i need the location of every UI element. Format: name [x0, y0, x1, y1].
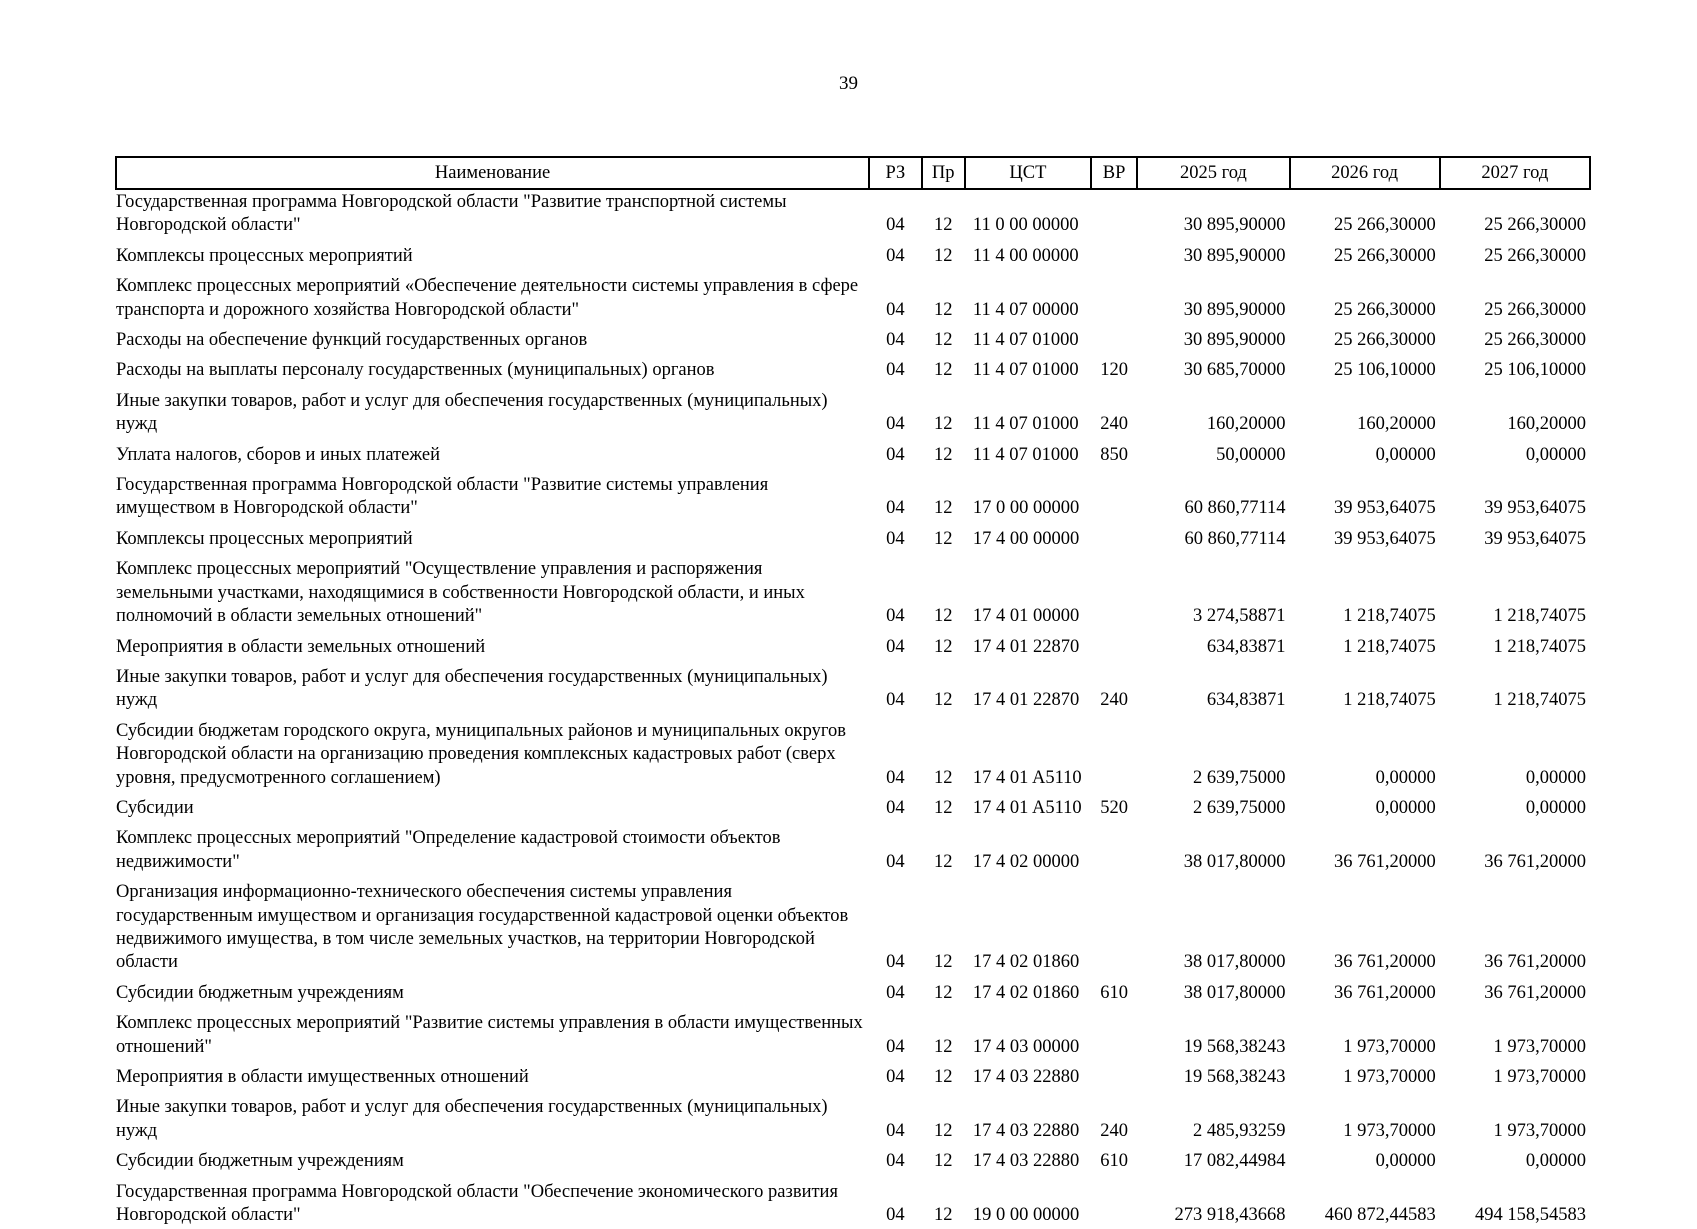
- row-pr-cell: 12: [933, 767, 953, 788]
- row-rz-cell: 04: [886, 851, 905, 872]
- row-2027-cell: 36 761,20000: [1484, 982, 1586, 1003]
- row-pr-cell: 12: [933, 636, 953, 657]
- row-name-cell: Комплекс процессных мероприятий "Развитие системы управления в области имущественных отношений": [116, 1013, 863, 1057]
- row-2027-cell: 0,00000: [1525, 1151, 1586, 1172]
- row-name-cell: Комплекс процессных мероприятий "Определение кадастровой стоимости объектов недвижимости": [116, 828, 781, 872]
- row-cst-cell: 11 4 07 01000: [972, 414, 1079, 435]
- row-2025-cell: 30 895,90000: [1183, 215, 1286, 236]
- row-2026-cell: 1 973,70000: [1343, 1067, 1436, 1087]
- row-rz-cell: 04: [886, 1036, 905, 1057]
- row-2026-cell: 25 106,10000: [1333, 360, 1436, 381]
- row-name-cell: Комплексы процессных мероприятий: [116, 245, 413, 266]
- row-name-cell: Мероприятия в области земельных отношений: [116, 636, 486, 657]
- row-2026-cell: 0,00000: [1375, 797, 1436, 818]
- row-vr-cell: [1091, 715, 1137, 792]
- row-cst-cell: 17 4 02 00000: [972, 851, 1080, 872]
- row-name-cell: Расходы на выплаты персоналу государственных (муниципальных) органов: [116, 360, 715, 381]
- row-name-cell: Государственная программа Новгородской области "Обеспечение экономического развития Новгородской области": [116, 1181, 838, 1226]
- row-rz-cell: 04: [886, 528, 905, 549]
- row-cst-cell: 19 0 00 00000: [972, 1205, 1080, 1226]
- row-2026-cell: 25 266,30000: [1333, 215, 1436, 236]
- table-row: [116, 631, 1590, 661]
- row-2026-cell: 36 761,20000: [1333, 952, 1436, 973]
- table-row: [116, 1061, 1590, 1091]
- row-cst-cell: 17 4 03 22880: [972, 1151, 1080, 1172]
- row-cst-cell: 11 4 07 00000: [972, 299, 1079, 320]
- row-cst-cell: 17 4 01 A5110: [972, 767, 1082, 788]
- row-name-cell: Субсидии: [116, 797, 194, 818]
- table-row: [116, 977, 1590, 1007]
- row-pr-cell: 12: [933, 498, 953, 519]
- row-2027-cell: 39 953,64075: [1484, 498, 1586, 519]
- row-pr-cell: 12: [933, 528, 953, 549]
- row-2026-cell: 39 953,64075: [1333, 498, 1436, 519]
- row-2027-cell: 0,00000: [1525, 767, 1586, 788]
- row-vr-cell: [1091, 876, 1137, 977]
- row-cst-cell: 17 4 02 01860: [972, 982, 1080, 1003]
- row-2025-cell: 3 274,58871: [1193, 606, 1286, 627]
- row-pr-cell: 12: [933, 606, 953, 627]
- row-2025-cell: 60 860,77114: [1184, 498, 1286, 519]
- row-rz-cell: 04: [886, 245, 905, 266]
- row-name-cell: Расходы на обеспечение функций государственных органов: [116, 330, 588, 351]
- table-row: [116, 1091, 1590, 1145]
- table-row: [116, 240, 1590, 270]
- table-row: [116, 792, 1590, 822]
- row-2027-cell: 160,20000: [1507, 414, 1586, 435]
- table-row: [116, 385, 1590, 439]
- row-2027-cell: 0,00000: [1525, 444, 1586, 465]
- row-name-cell: Субсидии бюджетным учреждениям: [116, 982, 404, 1003]
- row-2026-cell: 460 872,44583: [1324, 1205, 1436, 1226]
- row-2025-cell: 634,83871: [1206, 636, 1286, 657]
- row-cst-cell: 17 4 03 22880: [972, 1120, 1080, 1141]
- table-row: [116, 553, 1590, 630]
- row-2027-cell: 25 266,30000: [1484, 245, 1586, 266]
- table-row: [116, 876, 1590, 977]
- row-2025-cell: 273 918,43668: [1174, 1205, 1286, 1226]
- row-2025-cell: 30 895,90000: [1183, 330, 1286, 351]
- row-2025-cell: 160,20000: [1206, 414, 1286, 435]
- row-2026-cell: 160,20000: [1357, 414, 1436, 435]
- row-name-cell: Комплекс процессных мероприятий "Осуществление управления и распоряжения земельными участками, находящимися в собственности Новгородской области, и иных полномочий в области земельных отношений": [116, 559, 805, 627]
- row-2025-cell: 2 639,75000: [1193, 797, 1286, 818]
- row-2026-cell: 25 266,30000: [1333, 330, 1436, 351]
- row-rz-cell: 04: [886, 1067, 905, 1087]
- row-name-cell: Иные закупки товаров, работ и услуг для обеспечения государственных (муниципальных) нужд: [116, 390, 828, 435]
- row-2026-cell: 1 218,74075: [1343, 690, 1436, 711]
- row-rz-cell: 04: [886, 1120, 905, 1141]
- row-name-cell: Мероприятия в области имущественных отношений: [116, 1067, 529, 1087]
- row-vr-cell: [1091, 270, 1137, 324]
- row-vr-cell: [1091, 1007, 1137, 1061]
- row-2025-cell: 17 082,44984: [1183, 1151, 1286, 1172]
- row-rz-cell: 04: [886, 498, 905, 519]
- row-cst-cell: 11 4 00 00000: [972, 245, 1079, 266]
- row-pr-cell: 12: [933, 330, 953, 351]
- row-2026-cell: 25 266,30000: [1333, 299, 1436, 320]
- row-pr-cell: 12: [933, 215, 953, 236]
- row-2025-cell: 60 860,77114: [1184, 528, 1286, 549]
- row-2026-cell: 1 218,74075: [1343, 606, 1436, 627]
- row-rz-cell: 04: [886, 606, 905, 627]
- row-cst-cell: 17 4 02 01860: [972, 952, 1080, 973]
- table-row: [116, 1007, 1590, 1061]
- row-pr-cell: 12: [933, 1205, 953, 1226]
- table-row: [116, 189, 1590, 240]
- row-2027-cell: 1 218,74075: [1493, 690, 1586, 711]
- row-2025-cell: 19 568,38243: [1183, 1067, 1286, 1087]
- row-rz-cell: 04: [886, 767, 905, 788]
- row-2027-cell: 39 953,64075: [1484, 528, 1586, 549]
- row-vr-cell: 240: [1100, 690, 1128, 711]
- row-cst-cell: 17 4 03 00000: [972, 1036, 1080, 1057]
- row-2027-cell: 25 106,10000: [1484, 360, 1586, 381]
- row-vr-cell: [1091, 1176, 1137, 1229]
- row-pr-cell: 12: [933, 299, 953, 320]
- table-row: [116, 354, 1590, 384]
- row-2025-cell: 2 639,75000: [1193, 767, 1286, 788]
- row-rz-cell: 04: [886, 636, 905, 657]
- row-2026-cell: 0,00000: [1375, 444, 1436, 465]
- table-row: [116, 1176, 1590, 1229]
- row-cst-cell: 17 4 00 00000: [972, 528, 1080, 549]
- row-2026-cell: 0,00000: [1375, 767, 1436, 788]
- row-2025-cell: 38 017,80000: [1183, 982, 1286, 1003]
- row-vr-cell: 850: [1100, 444, 1128, 465]
- row-2025-cell: 19 568,38243: [1183, 1036, 1286, 1057]
- row-2027-cell: 25 266,30000: [1484, 215, 1586, 236]
- row-vr-cell: [1091, 631, 1137, 661]
- row-2026-cell: 0,00000: [1375, 1151, 1436, 1172]
- row-pr-cell: 12: [933, 1067, 953, 1087]
- row-2027-cell: 36 761,20000: [1484, 952, 1586, 973]
- row-cst-cell: 11 4 07 01000: [972, 360, 1079, 381]
- row-cst-cell: 17 0 00 00000: [972, 498, 1080, 519]
- row-2026-cell: 1 973,70000: [1343, 1120, 1436, 1141]
- row-pr-cell: 12: [933, 1036, 953, 1057]
- row-cst-cell: 17 4 01 22870: [972, 690, 1080, 711]
- row-cst-cell: 11 4 07 01000: [972, 444, 1079, 465]
- row-2027-cell: 1 973,70000: [1493, 1036, 1586, 1057]
- row-rz-cell: 04: [886, 360, 905, 381]
- row-2027-cell: 25 266,30000: [1484, 299, 1586, 320]
- row-rz-cell: 04: [886, 444, 905, 465]
- table-row: [116, 469, 1590, 523]
- row-2025-cell: 30 895,90000: [1183, 299, 1286, 320]
- row-cst-cell: 11 0 00 00000: [972, 215, 1079, 236]
- row-cst-cell: 11 4 07 01000: [972, 330, 1079, 351]
- row-pr-cell: 12: [933, 797, 953, 818]
- row-pr-cell: 12: [933, 851, 953, 872]
- row-2027-cell: 1 218,74075: [1493, 606, 1586, 627]
- table-row: [116, 439, 1590, 469]
- row-name-cell: Государственная программа Новгородской области "Развитие транспортной системы Новгородской области": [116, 192, 787, 236]
- row-rz-cell: 04: [886, 952, 905, 973]
- header-2025: 2025 год: [1137, 157, 1289, 189]
- header-2027: 2027 год: [1440, 157, 1590, 189]
- row-2026-cell: 39 953,64075: [1333, 528, 1436, 549]
- row-cst-cell: 17 4 01 22870: [972, 636, 1080, 657]
- row-name-cell: Комплекс процессных мероприятий «Обеспечение деятельности системы управления в сфере транспорта и дорожного хозяйства Новгородской области": [116, 276, 859, 320]
- header-vr: ВР: [1091, 157, 1137, 189]
- header-cst: ЦСТ: [965, 157, 1091, 189]
- row-vr-cell: [1091, 324, 1137, 354]
- row-2027-cell: 1 973,70000: [1493, 1067, 1586, 1087]
- row-2027-cell: 494 158,54583: [1475, 1205, 1586, 1226]
- row-2025-cell: 2 485,93259: [1193, 1120, 1286, 1141]
- row-2027-cell: 0,00000: [1525, 797, 1586, 818]
- row-rz-cell: 04: [886, 299, 905, 320]
- row-2027-cell: 1 973,70000: [1493, 1120, 1586, 1141]
- row-2025-cell: 38 017,80000: [1183, 952, 1286, 973]
- row-cst-cell: 17 4 03 22880: [972, 1067, 1080, 1087]
- row-vr-cell: 120: [1100, 360, 1128, 381]
- row-2025-cell: 50,00000: [1216, 444, 1286, 465]
- header-rz: РЗ: [869, 157, 921, 189]
- table-row: [116, 715, 1590, 792]
- row-name-cell: Государственная программа Новгородской области "Развитие системы управления имуществом в Новгородской области": [116, 475, 769, 519]
- row-2025-cell: 38 017,80000: [1183, 851, 1286, 872]
- row-name-cell: Уплата налогов, сборов и иных платежей: [116, 444, 441, 465]
- row-name-cell: Комплексы процессных мероприятий: [116, 528, 413, 549]
- table-row: [116, 1145, 1590, 1175]
- row-2027-cell: 25 266,30000: [1484, 330, 1586, 351]
- header-2026: 2026 год: [1290, 157, 1440, 189]
- row-pr-cell: 12: [933, 414, 953, 435]
- row-pr-cell: 12: [933, 1120, 953, 1141]
- row-pr-cell: 12: [933, 982, 953, 1003]
- row-name-cell: Организация информационно-технического обеспечения системы управления государственным имуществом и организация государственной кадастровой оценки объектов недвижимого имущества, в том числе земельных участков, на территории Новгородской области: [116, 882, 849, 973]
- row-rz-cell: 04: [886, 1151, 905, 1172]
- row-pr-cell: 12: [933, 952, 953, 973]
- row-cst-cell: 17 4 01 A5110: [972, 797, 1082, 818]
- row-2027-cell: 1 218,74075: [1493, 636, 1586, 657]
- row-vr-cell: 240: [1100, 1120, 1128, 1141]
- row-2025-cell: 30 895,90000: [1183, 245, 1286, 266]
- row-cst-cell: 17 4 01 00000: [972, 606, 1080, 627]
- row-rz-cell: 04: [886, 797, 905, 818]
- row-2026-cell: 36 761,20000: [1333, 982, 1436, 1003]
- row-rz-cell: 04: [886, 690, 905, 711]
- row-pr-cell: 12: [933, 1151, 953, 1172]
- row-rz-cell: 04: [886, 215, 905, 236]
- table-header-row: [116, 157, 1590, 189]
- page-number: 39: [839, 73, 858, 94]
- row-2025-cell: 634,83871: [1206, 690, 1286, 711]
- row-vr-cell: 610: [1100, 982, 1128, 1003]
- row-pr-cell: 12: [933, 690, 953, 711]
- row-vr-cell: 610: [1100, 1151, 1128, 1172]
- row-2027-cell: 36 761,20000: [1484, 851, 1586, 872]
- row-pr-cell: 12: [933, 360, 953, 381]
- table-row: [116, 270, 1590, 324]
- row-vr-cell: [1091, 469, 1137, 523]
- row-pr-cell: 12: [933, 245, 953, 266]
- row-vr-cell: 240: [1100, 414, 1128, 435]
- row-2026-cell: 25 266,30000: [1333, 245, 1436, 266]
- row-vr-cell: [1091, 553, 1137, 630]
- row-rz-cell: 04: [886, 414, 905, 435]
- row-vr-cell: [1091, 1061, 1137, 1091]
- table-row: [116, 324, 1590, 354]
- row-vr-cell: [1091, 189, 1137, 240]
- header-name: Наименование: [116, 157, 869, 189]
- row-2025-cell: 30 685,70000: [1183, 360, 1286, 381]
- table-row: [116, 523, 1590, 553]
- row-vr-cell: [1091, 523, 1137, 553]
- row-name-cell: Субсидии бюджетным учреждениям: [116, 1151, 404, 1172]
- row-name-cell: Субсидии бюджетам городского округа, муниципальных районов и муниципальных округов Новгородской области на организацию проведения комплексных кадастровых работ (сверх уровня, предусмотренного соглашением): [116, 720, 847, 788]
- row-name-cell: Иные закупки товаров, работ и услуг для обеспечения государственных (муниципальных) нужд: [116, 666, 828, 711]
- row-rz-cell: 04: [886, 982, 905, 1003]
- budget-table: [115, 156, 1591, 1229]
- row-2026-cell: 1 218,74075: [1343, 636, 1436, 657]
- header-pr: Пр: [922, 157, 965, 189]
- row-rz-cell: 04: [886, 1205, 905, 1226]
- row-rz-cell: 04: [886, 330, 905, 351]
- row-vr-cell: [1091, 240, 1137, 270]
- table-row: [116, 661, 1590, 715]
- row-pr-cell: 12: [933, 444, 953, 465]
- row-2026-cell: 36 761,20000: [1333, 851, 1436, 872]
- row-name-cell: Иные закупки товаров, работ и услуг для обеспечения государственных (муниципальных) нужд: [116, 1097, 828, 1141]
- row-vr-cell: 520: [1100, 797, 1128, 818]
- row-vr-cell: [1091, 822, 1137, 876]
- row-2026-cell: 1 973,70000: [1343, 1036, 1436, 1057]
- table-row: [116, 822, 1590, 876]
